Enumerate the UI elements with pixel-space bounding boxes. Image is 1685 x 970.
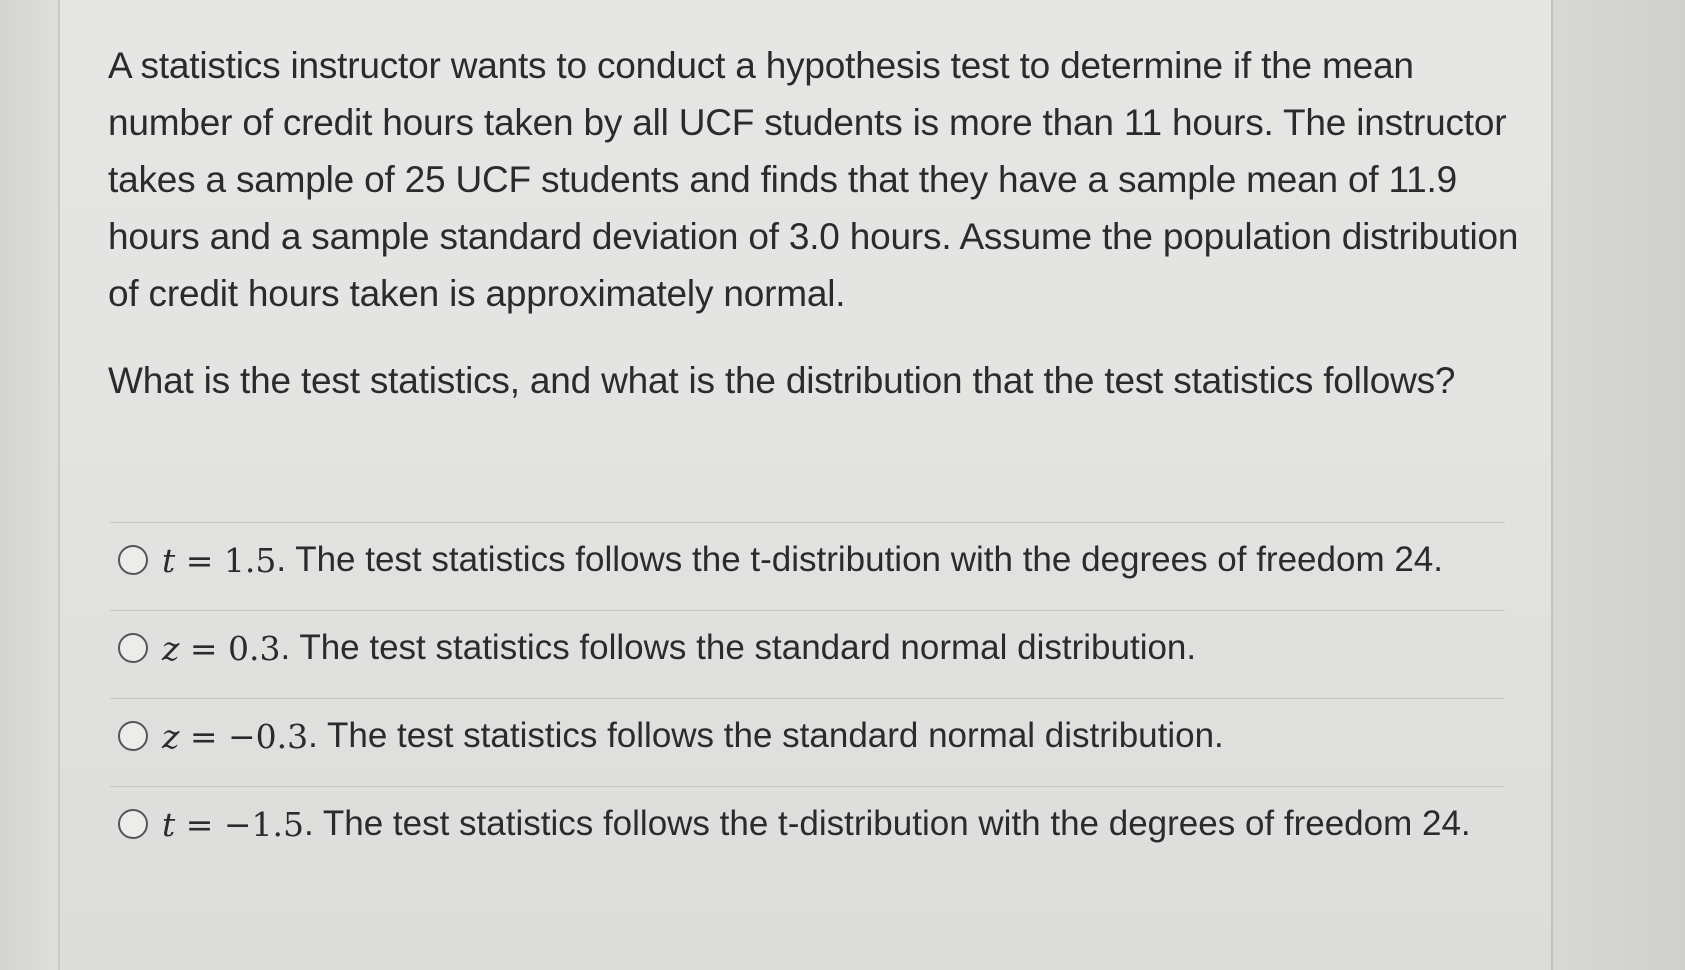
divider [110,786,1505,787]
math-expression: t = −1.5 [162,804,305,844]
left-margin [0,0,60,970]
math-expression: z = −0.3 [162,716,309,756]
divider [110,522,1505,523]
answer-text: . The test statistics follows the t-distribution with the degrees of freedom 24. [304,804,1471,843]
divider [110,610,1505,611]
math-expression: t = 1.5 [162,540,277,580]
radio-button[interactable] [118,809,148,839]
answer-option-3[interactable] [118,706,1498,766]
radio-button[interactable] [118,633,148,663]
answer-text: . The test statistics follows the t-distribution with the degrees of freedom 24. [276,540,1443,579]
divider [110,698,1505,699]
question-ask: What is the test statistics, and what is the distribution that the test statistics follows? [108,360,1456,401]
question-prompt: A statistics instructor wants to conduct a hypothesis test to determine if the mean number of credit hours taken by all UCF students is more than 11 hours. The instructor takes a sample of 25 UCF students and finds that they have a sample mean of 11.9 hours and a sample standard deviation of 3.0 hours. Assume the population distribution of credit hours taken is approximately normal. [108,45,1519,314]
answer-text: . The test statistics follows the standard normal distribution. [280,628,1197,667]
answer-option-2[interactable] [118,618,1498,678]
question-card [60,0,1551,970]
right-margin [1551,0,1685,970]
math-expression: z = 0.3 [162,628,281,668]
radio-button[interactable] [118,721,148,751]
answer-text: . The test statistics follows the standard normal distribution. [308,716,1224,755]
answer-option-1[interactable] [118,530,1498,590]
radio-button[interactable] [118,545,148,575]
answer-option-4[interactable] [118,794,1498,854]
